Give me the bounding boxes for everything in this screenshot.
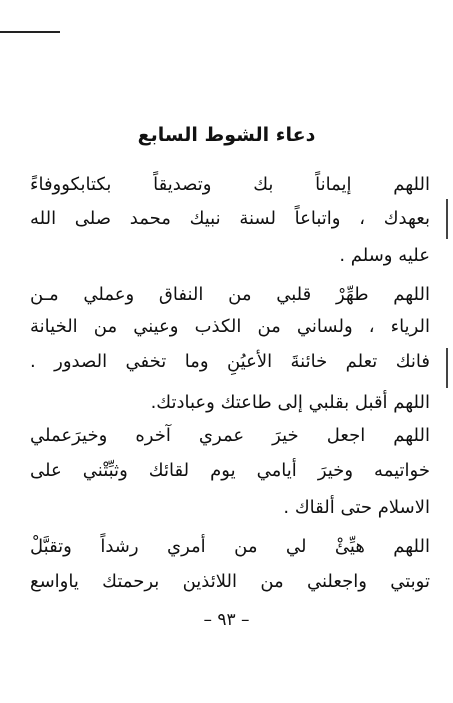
margin-mark xyxy=(446,348,448,388)
text-line: اللهم هيِّئْ لي من أمري رشداً وتقبَّلْ xyxy=(30,536,430,557)
text-line: اللهم أقبل بقلبي إلى طاعتك وعبادتك. xyxy=(150,392,430,413)
text-line: توبتي واجعلني من اللائذين برحمتك ياواسع xyxy=(30,571,430,592)
text-line: عليه وسلم . xyxy=(339,245,430,266)
text-line: اللهم اجعل خيرَ عمري آخره وخيرَعملي xyxy=(30,425,430,446)
text-line: اللهم إيماناً بك وتصديقاً بكتابكووفاءً xyxy=(30,174,430,195)
text-line: بعهدك ، واتباعاً لسنة نبيك محمد صلى الله xyxy=(30,208,430,229)
text-line: الرياء ، ولساني من الكذب وعيني من الخيانة xyxy=(30,316,430,337)
page-number: – ٩٣ – xyxy=(203,610,250,630)
margin-mark xyxy=(446,199,448,239)
section-title: دعاء الشوط السابع xyxy=(137,124,316,146)
text-line: اللهم طهِّرْ قلبي من النفاق وعملي مـن xyxy=(30,284,430,305)
text-line: فانك تعلم خائنةَ الأعيُنِ وما تخفي الصدور . xyxy=(30,351,430,372)
text-line: الاسلام حتى ألقاك . xyxy=(283,497,430,518)
header-rule xyxy=(0,31,60,33)
text-line: خواتيمه وخيرَ أيامي يوم لقائك وثبِّتْني على xyxy=(30,460,430,481)
